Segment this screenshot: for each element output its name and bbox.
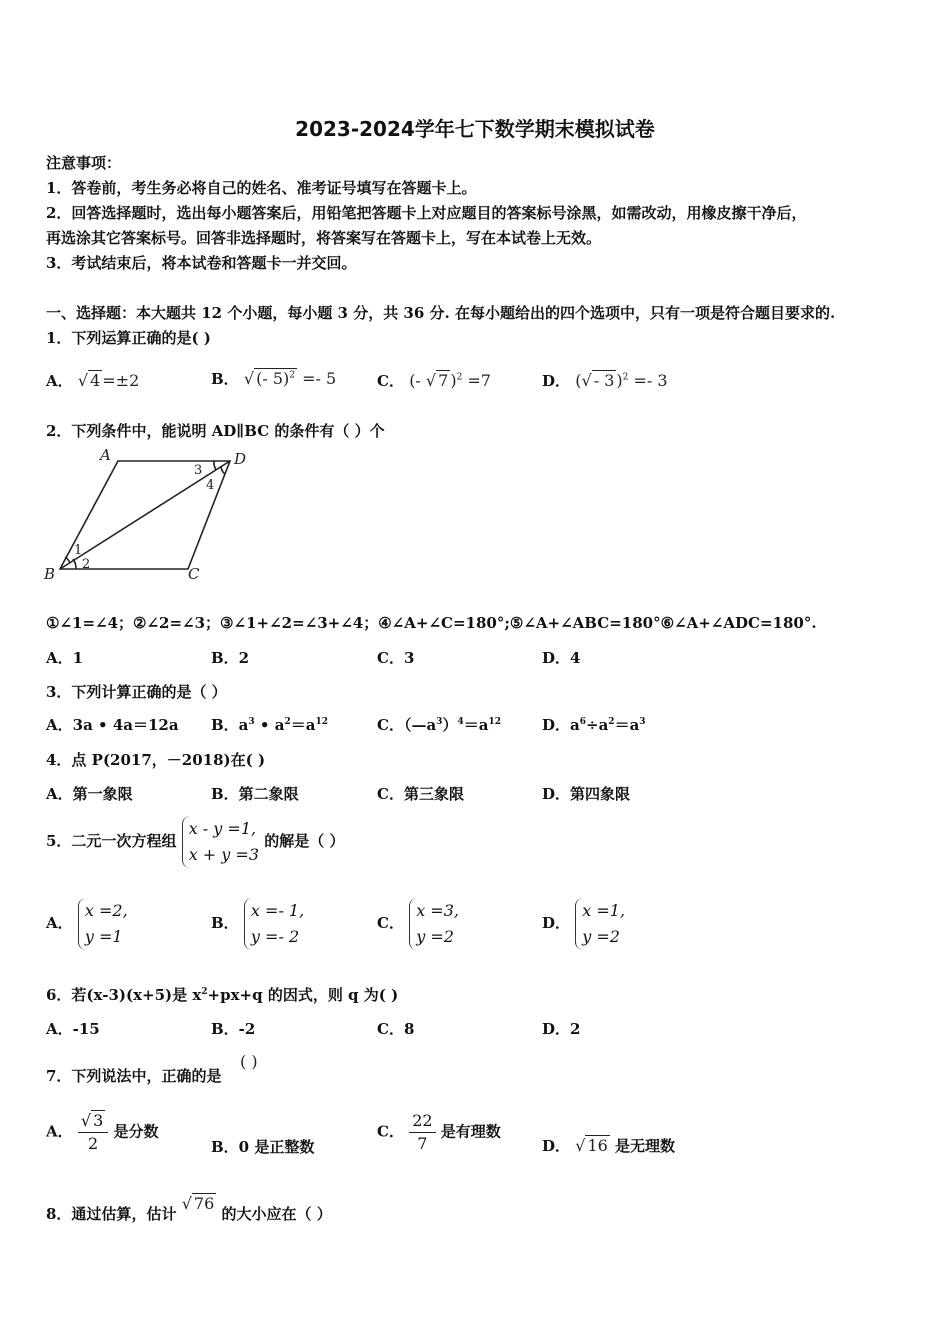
notice-item-1: 1．答卷前，考生务必将自己的姓名、准考证号填写在答题卡上。 [46,179,477,197]
q3-stem: 3．下列计算正确的是（ ） [46,683,227,701]
q7-c-num: 22 [409,1110,435,1133]
q7-a-text: 是分数 [113,1122,159,1141]
q5-a-eq2: y =1 [84,927,123,946]
q7-a-fraction: $\frac{√ 3}{2}$ [78,1110,108,1155]
q6-stem [46,984,398,1005]
q6-option-a: A．-15 [46,1020,100,1038]
q5-stem-pre: 5．二元一次方程组 [46,832,177,850]
q1-c-label: C． [377,372,404,390]
q5-option-d [542,898,625,950]
arc-angle-2 [73,559,76,569]
q7-d-label: D． [542,1137,571,1155]
q1-a-radicand: 4 [90,371,101,390]
arc-angle-4 [221,466,225,474]
q3-b-label: B．a [211,716,249,734]
q1-c-rest: =7 [462,371,491,390]
q2-conditions: ①∠1=∠4；②∠2=∠3；③∠1+∠2=∠3+∠4；④∠A+∠C=180°;⑤∠A+∠ABC=180°⑥∠A+∠ADC=180°. [46,614,817,632]
q2-option-c: C．3 [377,649,415,667]
q3-option-a: A．3a • 4a＝12a [46,716,179,734]
q7-d-radicand: 16 [587,1136,608,1155]
q6-option-c: C．8 [377,1020,415,1038]
q5-a-eq1: x =2, [84,901,128,920]
q5-d-label: D． [542,914,571,932]
q6-stem-exp: 2 [201,987,208,997]
q1-option-d: D． (√ - 3 )$^2$ =- 3 [542,371,668,390]
q2-option-b: B．2 [211,649,250,667]
q5-d-eq1: x =1, [582,901,626,920]
notice-item-3: 3．考试结束后，将本试卷和答题卡一并交回。 [46,254,357,272]
q5-system [182,816,259,868]
q3-b-mid: • a [254,716,285,734]
q6-stem-post: +px+q 的因式，则 q 为( ) [207,986,399,1004]
q3-c-exp3: 12 [488,717,501,727]
q5-a-label: A． [46,914,73,932]
q3-b-exp2: 2 [284,717,291,727]
label-c: C [188,565,200,583]
q3-b-exp1: 3 [248,717,255,727]
q8-stem-pre: 8．通过估算，估计 [46,1205,177,1223]
q5-d-eq2: y =2 [582,927,620,946]
arc-angle-1 [65,557,70,563]
q3-c-mid: ） [442,716,458,734]
q1-a-label: A． [46,372,73,390]
q3-c-exp1: 3 [436,717,443,727]
q5-c-eq1: x =3, [416,901,459,920]
q3-option-d [542,714,646,735]
diagonal-bd [60,461,230,569]
q1-option-b: B． √ (- 5)$^2$ =- 5 [211,369,337,388]
q7-option-b: B．0 是正整数 [211,1138,315,1156]
q7-c-label: C． [377,1122,404,1141]
q7-c-den: 7 [417,1134,428,1153]
q2-parallelogram-figure [38,445,258,585]
arc-angle-3 [214,461,216,470]
q6-option-d: D．2 [542,1020,581,1038]
label-angle-2: 2 [82,557,91,572]
q3-d-exp2: 2 [608,717,615,727]
q5-c-eq2: y =2 [416,927,454,946]
q1-d-post: ) [616,371,623,390]
q7-a-den: 2 [87,1134,99,1153]
q5-stem-post: 的解是（ ） [264,832,345,850]
q8-radicand: 76 [193,1194,215,1213]
q5-b-eq1: x =- 1, [250,901,305,920]
q3-d-label: D．a [542,716,580,734]
q1-c-post: ) [450,371,457,390]
q5-b-label: B． [211,914,239,932]
q3-option-b [211,714,328,735]
q7-a-num: 3 [93,1111,104,1130]
label-a: A [100,446,111,464]
q5-stem [46,816,344,868]
q5-c-label: C． [377,914,404,932]
label-b: B [44,565,56,583]
label-angle-1: 1 [74,543,83,558]
q1-b-radicand: (- 5) [256,369,290,388]
q1-d-rest: =- 3 [628,371,668,390]
q1-c-pre: (- [409,371,426,390]
q3-b-eq: ＝a [290,716,316,734]
q5-eq1: x - y =1, [188,819,257,838]
q1-stem: 1．下列运算正确的是( ) [46,329,211,347]
q1-b-rest: =- 5 [297,369,337,388]
q2-stem: 2．下列条件中，能说明 AD∥BC 的条件有（ ）个 [46,422,385,440]
q6-stem-pre: 6．若(x-3)(x+5)是 x [46,986,202,1004]
q3-c-label: C．（—a [377,716,437,734]
notice-item-2b: 再选涂其它答案标号。回答非选择题时，将答案写在答题卡上，写在本试卷上无效。 [46,229,602,247]
q1-c-radicand: 7 [438,371,449,390]
q3-d-exp1: 6 [579,717,586,727]
q1-b-label: B． [211,370,239,388]
q1-option-a: A． √ 4 =±2 [46,371,140,390]
q3-d-eq: ＝a [614,716,640,734]
q7-c-fraction [409,1110,435,1155]
q3-d-exp3: 3 [639,717,646,727]
page-title: 2023-2024学年七下数学期末模拟试卷 [295,117,655,141]
q7-paren: ( ) [240,1052,258,1071]
q3-b-exp3: 12 [315,717,328,727]
q1-d-pre: ( [575,371,582,390]
notice-item-2a: 2．回答选择题时，选出每小题答案后，用铅笔把答题卡上对应题目的答案标号涂黑，如需改动，用橡皮擦干净后， [46,204,807,222]
notice-heading: 注意事项： [46,154,122,172]
q1-a-rest: =±2 [102,371,140,390]
q1-d-exp: 2 [622,372,629,383]
q3-c-eq: ＝a [463,716,489,734]
label-d: D [234,450,247,468]
q2-option-a: A．1 [46,649,84,667]
q7-a-label: A． [46,1122,73,1141]
q7-option-a [46,1110,159,1155]
q1-d-label: D． [542,372,571,390]
q4-option-a: A．第一象限 [46,785,133,803]
q7-stem: 7．下列说法中，正确的是 [46,1067,222,1085]
q4-stem: 4．点 P(2017，－2018)在( ) [46,751,266,769]
q5-option-c [377,898,459,950]
q5-b-eq2: y =- 2 [250,927,300,946]
q4-option-d: D．第四象限 [542,785,631,803]
q6-option-b: B．-2 [211,1020,256,1038]
q2-option-d: D．4 [542,649,581,667]
q7-d-text: 是无理数 [615,1137,676,1155]
q1-b-exp: 2 [289,370,296,381]
q7-c-text: 是有理数 [440,1122,501,1141]
q5-option-b [211,898,304,950]
q7-option-d: D． √ 16 是无理数 [542,1136,676,1155]
q8-stem: 8．通过估算，估计 √ 76 的大小应在（ ） [46,1194,332,1223]
q3-d-mid: ÷a [586,716,609,734]
q4-option-b: B．第二象限 [211,785,299,803]
q1-d-radicand: - 3 [593,371,615,390]
q1-option-c: C． (- √ 7 )$^2$ =7 [377,371,491,390]
section-1-heading: 一、选择题：本大题共 12 个小题，每小题 3 分，共 36 分. 在每小题给出的四个选项中，只有一项是符合题目要求的. [46,304,836,322]
q8-stem-post: 的大小应在（ ） [221,1205,332,1223]
label-angle-4: 4 [206,478,215,493]
q5-option-a [46,898,128,950]
q3-option-c [377,714,501,735]
q1-c-exp: 2 [456,372,463,383]
label-angle-3: 3 [194,463,203,478]
q7-option-c [377,1110,501,1155]
q4-option-c: C．第三象限 [377,785,464,803]
q3-c-exp2: 4 [457,717,464,727]
q5-eq2: x + y =3 [188,845,259,864]
